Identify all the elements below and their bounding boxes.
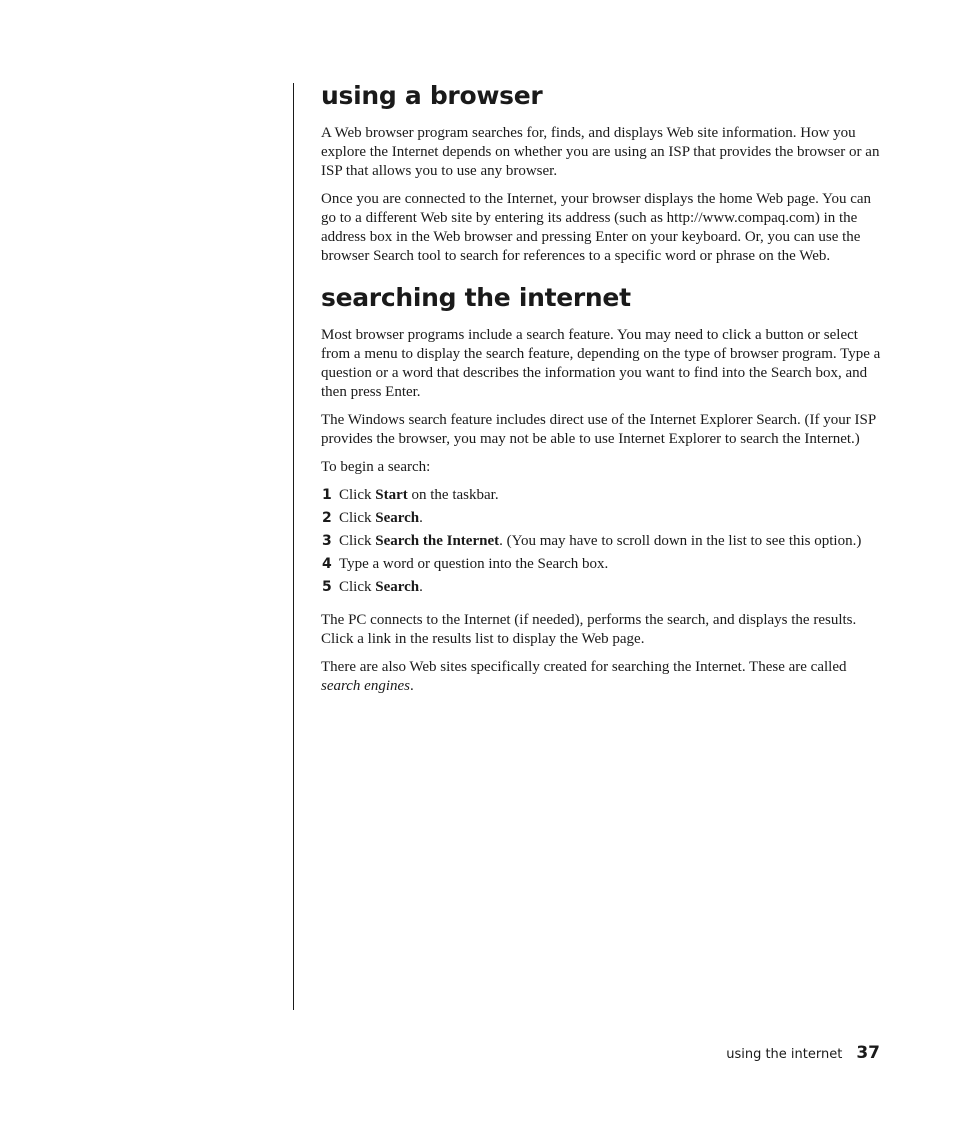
browser-paragraph-1: A Web browser program searches for, finds, and displays Web site information. How you explore the Internet depends on whether you are using an ISP that provides the browser or an ISP that allows you to use any browser. [321,125,880,179]
page-content [321,80,883,705]
step-number: 4 [322,556,332,572]
step-text-bold: Search [375,579,420,595]
step-number: 2 [322,510,332,526]
step-text-post: . [419,510,423,526]
step-text-post: on the taskbar. [407,487,499,503]
step-text-bold: Search [375,510,420,526]
search-steps-list [321,486,883,597]
step-text-post: . (You may have to scroll down in the list to see this option.) [499,533,862,549]
search-engines-text-post: . [410,678,414,694]
step-item [321,486,883,505]
margin-rule [293,83,294,1010]
step-number: 1 [322,487,332,503]
step-item [321,555,883,574]
browser-paragraph-2: Once you are connected to the Internet, your browser displays the home Web page. You can go to a different Web site by entering its address (such as http://www.compaq.com) in the address box in the Web browser and pressing Enter on your keyboard. Or, you can use the browser Search tool to search for references to a specific word or phrase on the Web. [321,191,872,264]
step-item [321,532,883,551]
step-text-pre: Click [339,533,376,549]
steps-intro: To begin a search: [321,459,431,475]
search-paragraph-1: Most browser programs include a search feature. You may need to click a button or select from a menu to display the search feature, depending on the type of browser program. Type a question or a word that describes the information you want to find into the Search box, and then press Enter. [321,327,881,400]
search-paragraph-4 [321,658,883,696]
step-text-pre: Click [339,510,376,526]
search-engines-text-pre: There are also Web sites specifically created for searching the Internet. These are called [321,659,847,675]
heading-searching-the-internet: searching the internet [321,283,631,312]
step-text-pre: Click [339,487,376,503]
step-text-pre: Click [339,579,376,595]
heading-using-a-browser: using a browser [321,81,543,110]
step-item [321,578,883,597]
step-number: 5 [322,579,332,595]
step-number: 3 [322,533,332,549]
step-text-bold: Search the Internet [375,533,500,549]
search-paragraph-3: The PC connects to the Internet (if needed), performs the search, and displays the results. Click a link in the results list to display the Web page. [321,612,857,647]
search-engines-term: search engines [321,678,411,694]
step-item [321,509,883,528]
footer-chapter-title: using the internet [726,1047,843,1062]
search-paragraph-2: The Windows search feature includes direct use of the Internet Explorer Search. (If your ISP provides the browser, you may not be able to use Internet Explorer to search the Internet.) [321,412,876,447]
page-footer [726,1043,880,1063]
step-text-bold: Start [375,487,408,503]
page-number: 37 [856,1043,880,1063]
step-text-post: . [419,579,423,595]
step-text-pre: Type a word or question into the Search box. [339,556,609,572]
